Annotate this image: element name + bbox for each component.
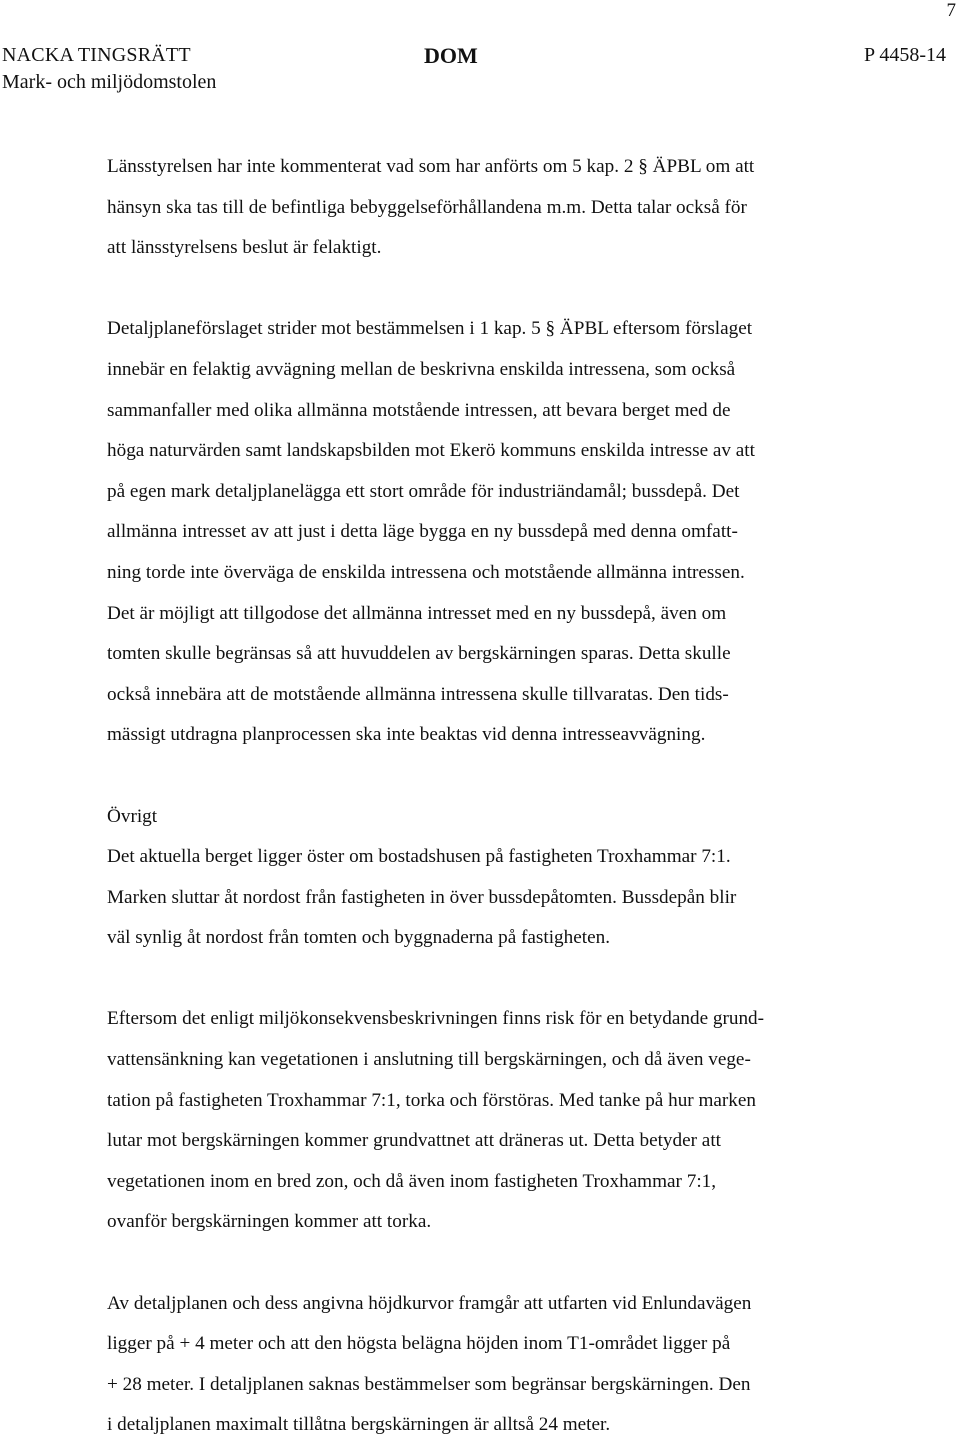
text-line: tomten skulle begränsas så att huvuddelen av bergskärningen sparas. Detta skulle [107, 643, 731, 665]
text-line: lutar mot bergskärningen kommer grundvattnet att dräneras ut. Detta betyder att [107, 1130, 721, 1152]
case-number: P 4458-14 [863, 44, 946, 66]
text-line: Det är möjligt att tillgodose det allmänna intresset med en ny bussdepå, även om [107, 602, 727, 624]
section-heading: Övrigt [107, 805, 158, 827]
text-line: Det aktuella berget ligger öster om bostadshusen på fastigheten Troxhammar 7:1. [107, 846, 731, 868]
text-line: innebär en felaktig avvägning mellan de beskrivna enskilda intressena, som också [107, 358, 736, 380]
text-line: Eftersom det enligt miljökonsekvensbeskrivningen finns risk för en betydande grund- [107, 1008, 765, 1030]
text-line: tation på fastigheten Troxhammar 7:1, torka och förstöras. Med tanke på hur marken [107, 1089, 757, 1111]
text-line: väl synlig åt nordost från tomten och byggnaderna på fastigheten. [107, 927, 610, 949]
court-division: Mark- och miljödomstolen [2, 71, 217, 93]
text-line: Länsstyrelsen har inte kommenterat vad som har anförts om 5 kap. 2 § ÄPBL om att [107, 156, 755, 177]
page-number: 7 [946, 0, 956, 21]
paragraph [107, 1284, 907, 1446]
text-line: sammanfaller med olika allmänna motstående intressen, att bevara berget med de [107, 399, 731, 421]
text-line: Detaljplaneförslaget strider mot bestämmelsen i 1 kap. 5 § ÄPBL eftersom förslaget [107, 318, 753, 340]
text-line: allmänna intresset av att just i detta läge bygga en ny bussdepå med denna omfatt- [107, 521, 738, 543]
text-line: ligger på + 4 meter och att den högsta belägna höjden inom T1-området ligger på [107, 1333, 731, 1355]
text-line: vegetationen inom en bred zon, och då även inom fastigheten Troxhammar 7:1, [107, 1170, 717, 1192]
paragraph [107, 147, 907, 269]
court-name: NACKA TINGSRÄTT [2, 44, 191, 66]
document-body [107, 147, 907, 1446]
text-line: i detaljplanen maximalt tillåtna bergskärningen är alltså 24 meter. [107, 1414, 611, 1436]
document-type: DOM [424, 43, 478, 68]
text-line: höga naturvärden samt landskapsbilden mot Ekerö kommuns enskilda intresse av att [107, 440, 755, 462]
text-line: mässigt utdragna planprocessen ska inte beaktas vid denna intresseavvägning. [107, 724, 706, 746]
text-line: vattensänkning kan vegetationen i anslutning till bergskärningen, och då även vege- [107, 1049, 751, 1071]
text-line: hänsyn ska tas till de befintliga bebyggelseförhållandena m.m. Detta talar också för [107, 196, 747, 218]
text-line: + 28 meter. I detaljplanen saknas bestämmelser som begränsar bergskärningen. Den [107, 1373, 751, 1395]
text-line: på egen mark detaljplanelägga ett stort område för industriändamål; bussdepå. Det [107, 480, 740, 502]
text-line: ovanför bergskärningen kommer att torka. [107, 1211, 432, 1233]
text-line: också innebära att de motstående allmänna intressena skulle tillvaratas. Den tids- [107, 683, 729, 705]
paragraph [107, 797, 907, 959]
text-line: att länsstyrelsens beslut är felaktigt. [107, 237, 382, 259]
text-line: Marken sluttar åt nordost från fastigheten in över bussdepåtomten. Bussdepån blir [107, 886, 737, 908]
text-line: ning torde inte överväga de enskilda intressena och motstående allmänna intressen. [107, 561, 745, 583]
paragraph [107, 999, 907, 1243]
document-header [0, 42, 960, 98]
text-line: Av detaljplanen och dess angivna höjdkurvor framgår att utfarten vid Enlundavägen [107, 1292, 752, 1314]
paragraph [107, 309, 907, 756]
